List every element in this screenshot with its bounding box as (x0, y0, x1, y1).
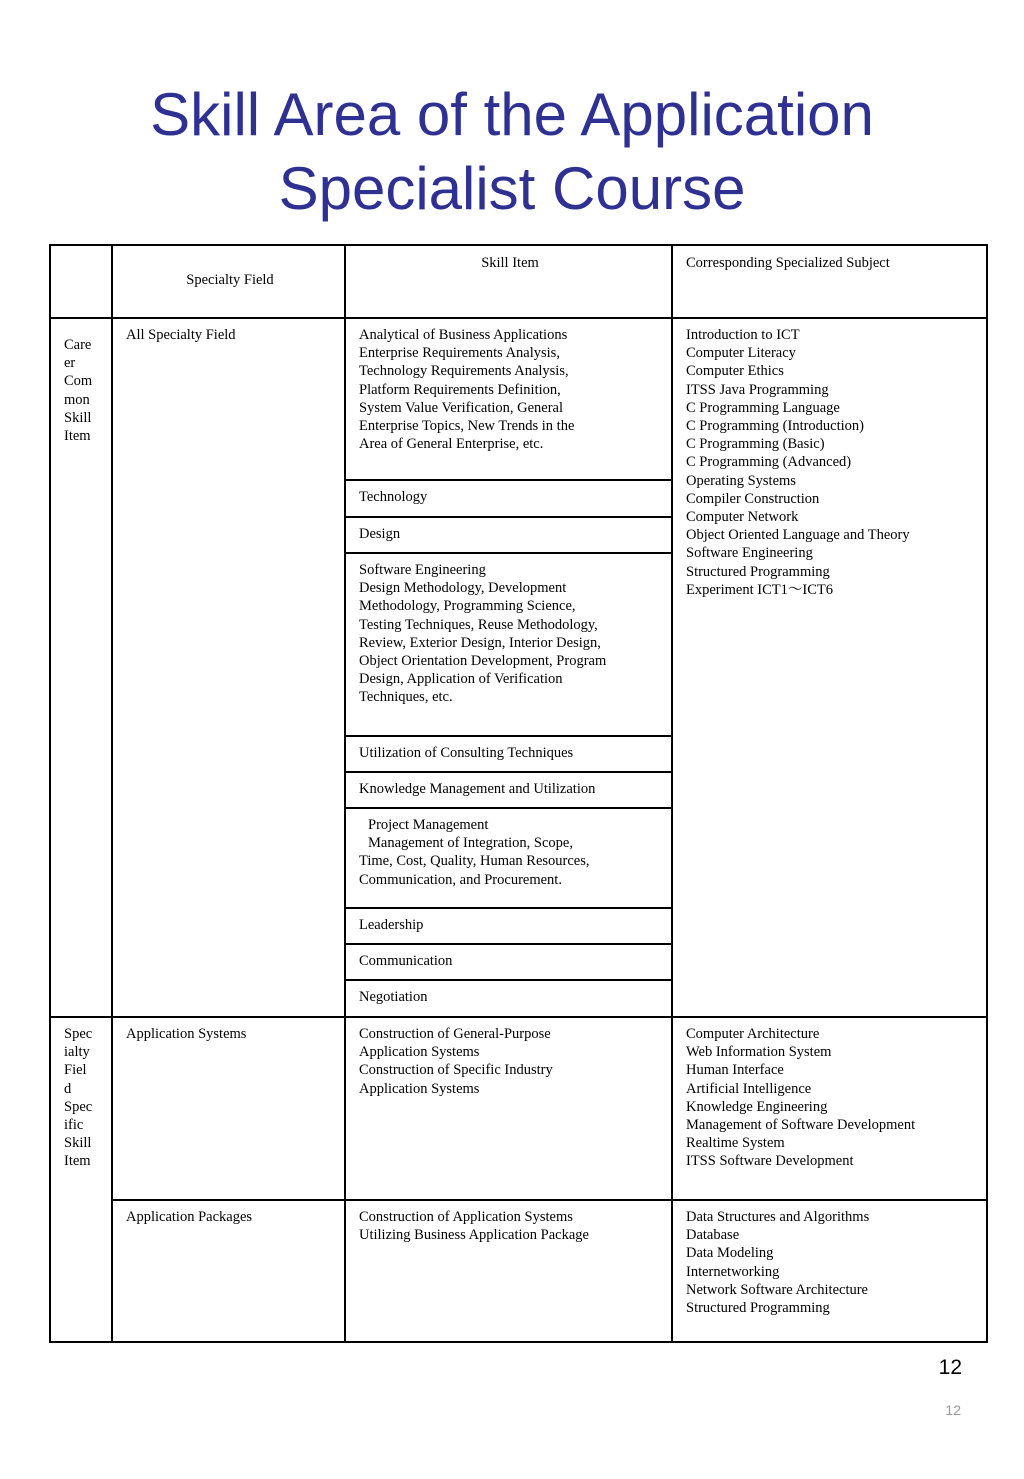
application-systems-row (50, 1017, 987, 1200)
title-line-2: Specialist Course (278, 155, 746, 222)
header-specialty-field: Specialty Field (112, 245, 345, 318)
skill-item-consulting: Utilization of Consulting Techniques (345, 736, 672, 772)
subjects-application-packages: Data Structures and Algorithms Database Data Modeling Internetworking Network Software Architecture Structured Programming (672, 1200, 987, 1342)
footer-page-number: 12 (945, 1402, 961, 1418)
header-corresponding-subject: Corresponding Specialized Subject (672, 245, 987, 318)
header-category-cell (50, 245, 112, 318)
skill-item-software-engineering: Software Engineering Design Methodology, Development Methodology, Programming Science, Testing Techniques, Reuse Methodology, Review, Exterior Design, Interior Design, Object Orientation Development, Program Design, Application of Verification Techniques, etc. (345, 553, 672, 736)
category-career-common: Care er Com mon Skill Item (50, 318, 112, 1017)
skill-item-leadership: Leadership (345, 908, 672, 944)
career-common-row (50, 318, 987, 480)
specialty-field-application-packages: Application Packages (112, 1200, 345, 1342)
skill-item-application-packages: Construction of Application Systems Utilizing Business Application Package (345, 1200, 672, 1342)
page-number: 12 (938, 1356, 962, 1379)
slide-title (0, 78, 1024, 226)
application-packages-row (50, 1200, 987, 1342)
title-line-1: Skill Area of the Application (150, 81, 874, 148)
subjects-career-common: Introduction to ICT Computer Literacy Computer Ethics ITSS Java Programming C Programming Language C Programming (Introduction) C Programming (Basic) C Programming (Advanced) Operating Systems Compiler Construction Computer Network Object Oriented Language and Theory Software Engineering Structured Programming Experiment ICT1～ICT6 (672, 318, 987, 1017)
specialty-field-all: All Specialty Field (112, 318, 345, 1017)
skill-item-project-management: Project Management Management of Integration, Scope, Time, Cost, Quality, Human Resources, Communication, and Procurement. (345, 808, 672, 908)
skill-area-table (49, 244, 988, 1343)
skill-item-design: Design (345, 517, 672, 553)
header-row (50, 245, 987, 318)
skill-item-communication: Communication (345, 944, 672, 980)
skill-item-knowledge-management: Knowledge Management and Utilization (345, 772, 672, 808)
header-skill-item: Skill Item (345, 245, 672, 318)
skill-item-business-applications: Analytical of Business Applications Enterprise Requirements Analysis, Technology Requirements Analysis, Platform Requirements Definition, System Value Verification, General Enterprise Topics, New Trends in the Area of General Enterprise, etc. (345, 318, 672, 480)
category-specialty-specific: Spec ialty Fiel d Spec ific Skill Item (50, 1017, 112, 1342)
skill-item-negotiation: Negotiation (345, 980, 672, 1017)
subjects-application-systems: Computer Architecture Web Information System Human Interface Artificial Intelligence Knowledge Engineering Management of Software Development Realtime System ITSS Software Development (672, 1017, 987, 1200)
specialty-field-application-systems: Application Systems (112, 1017, 345, 1200)
skill-item-application-systems: Construction of General-Purpose Application Systems Construction of Specific Industry Application Systems (345, 1017, 672, 1200)
skill-item-technology: Technology (345, 480, 672, 517)
